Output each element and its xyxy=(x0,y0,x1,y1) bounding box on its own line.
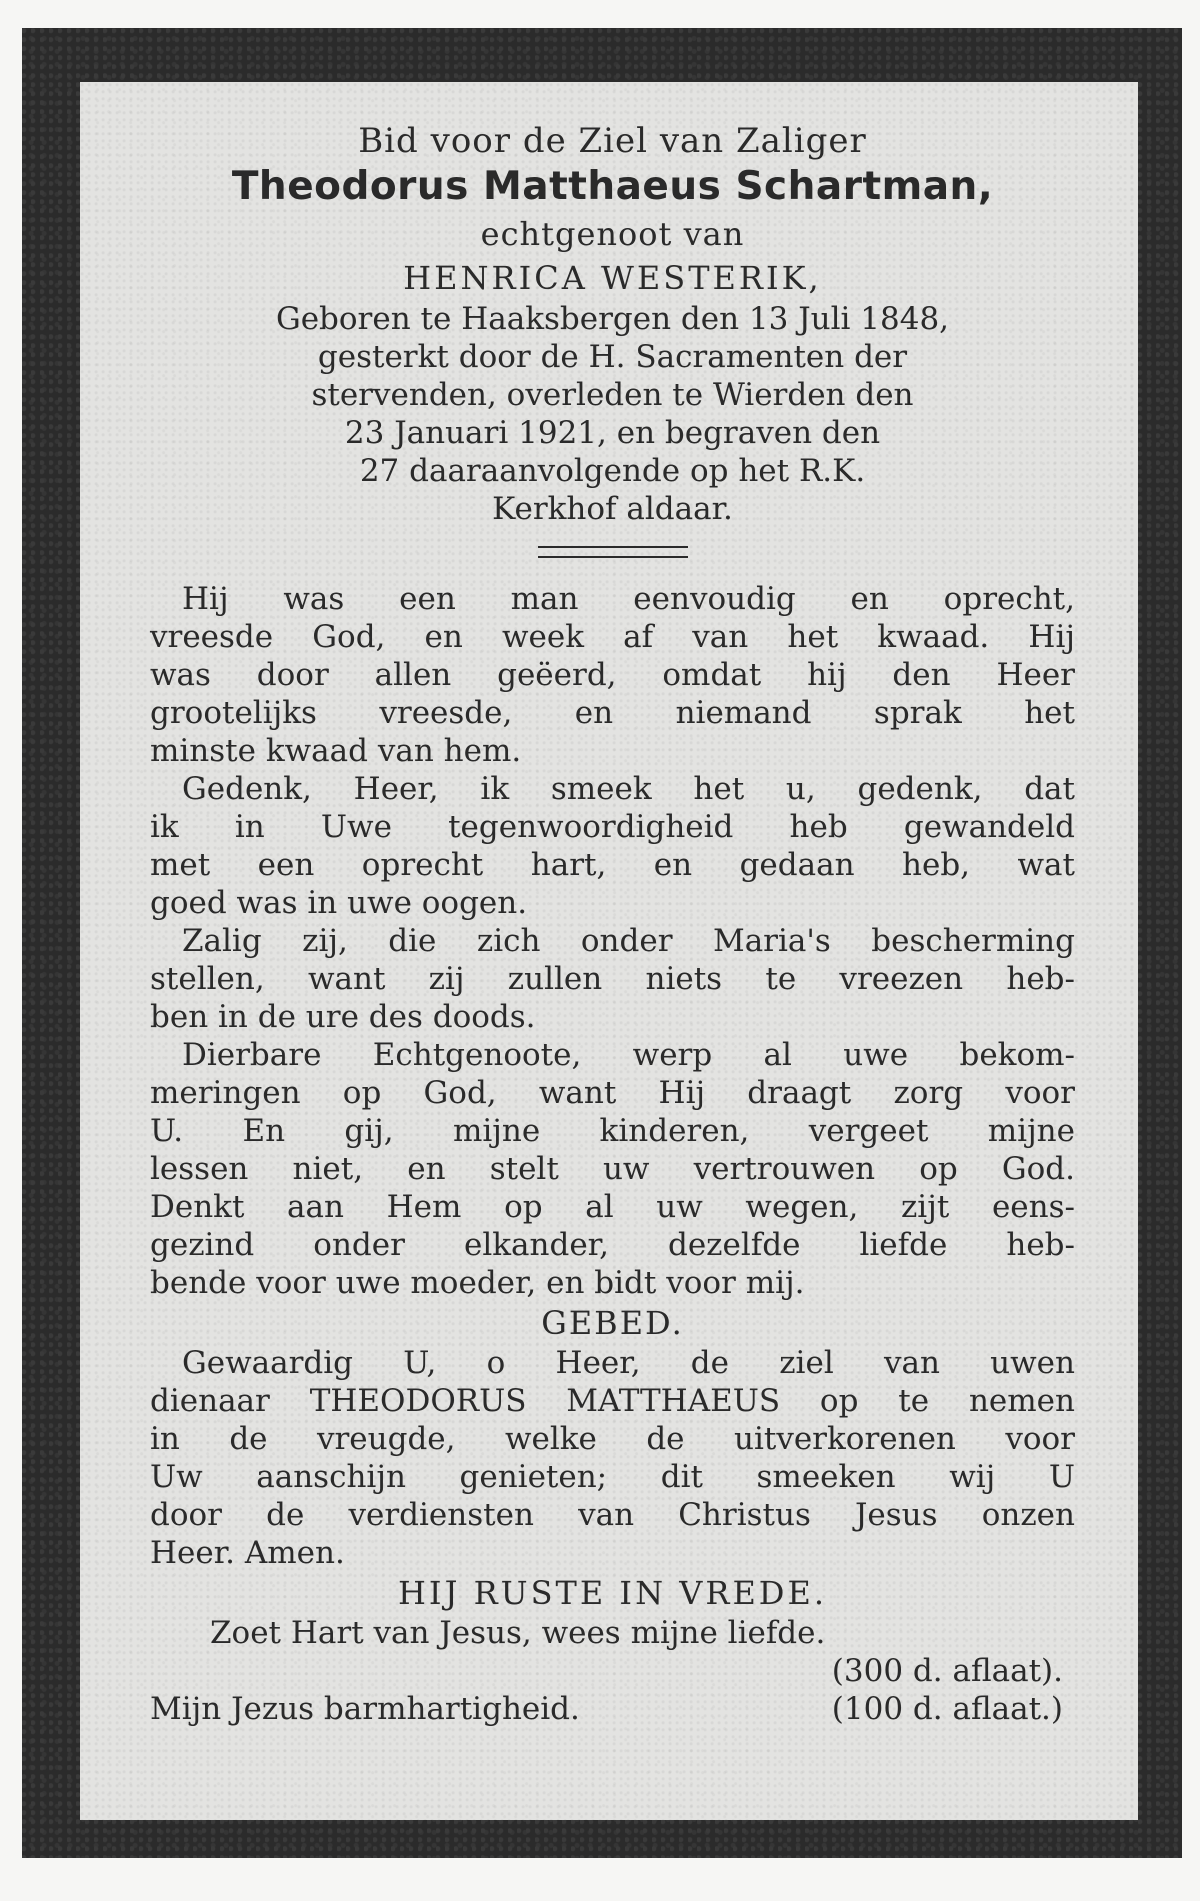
prayer-heading: GEBED. xyxy=(541,1304,684,1342)
paragraph-line: ik in Uwe tegenwoordigheid heb gewandeld xyxy=(150,809,1075,845)
card-text xyxy=(150,120,1075,1728)
prayer-request: Bid voor de Ziel van Zaliger xyxy=(358,121,867,161)
paragraph-line: Dierbare Echtgenoote, werp al uwe bekom- xyxy=(182,1037,1075,1073)
memorial-text xyxy=(150,580,1075,1728)
paragraph-line: goed was in uwe oogen. xyxy=(150,885,528,921)
paragraph-line: Gedenk, Heer, ik smeek het u, gedenk, dat xyxy=(182,771,1075,807)
paragraph-line: Zalig zij, die zich onder Maria's bescherming xyxy=(182,923,1075,959)
paragraph-line: Hij was een man eenvoudig en oprecht, xyxy=(182,581,1075,617)
bio-line: stervenden, overleden te Wierden den xyxy=(311,377,914,413)
double-rule-divider xyxy=(538,546,688,558)
prayer-line: door de verdiensten van Christus Jesus onzen xyxy=(150,1497,1075,1533)
prayer-line: Gewaardig U, o Heer, de ziel van uwen xyxy=(182,1345,1075,1381)
prayer-line: Uw aanschijn genieten; dit smeeken wij U xyxy=(150,1459,1075,1495)
paragraph-line: met een oprecht hart, en gedaan heb, wat xyxy=(150,847,1075,883)
bio-line: Geboren te Haaksbergen den 13 Juli 1848, xyxy=(275,301,950,337)
biography xyxy=(150,300,1075,528)
paragraph-line: vreesde God, en week af van het kwaad. Hij xyxy=(150,619,1075,655)
bio-line: 27 daaraanvolgende op het R.K. xyxy=(359,453,866,489)
spouse-name: HENRICA WESTERIK, xyxy=(403,259,822,297)
invocation-mercy: Mijn Jezus barmhartigheid. xyxy=(150,1691,580,1727)
spouse-intro: echtgenoot van xyxy=(480,215,745,253)
paragraph-line: meringen op God, want Hij draagt zorg voor xyxy=(150,1075,1075,1111)
paragraph-line: was door allen geëerd, omdat hij den Heer xyxy=(150,657,1075,693)
paragraph-line: minste kwaad van hem. xyxy=(150,733,522,769)
paragraph-line: bende voor uwe moeder, en bidt voor mij. xyxy=(150,1265,805,1301)
paragraph-line: gezind onder elkander, dezelfde liefde heb- xyxy=(150,1227,1075,1263)
paragraph-line: Denkt aan Hem op al uw wegen, zijt eens- xyxy=(150,1189,1075,1225)
prayer-line: in de vreugde, welke de uitverkorenen voor xyxy=(150,1421,1075,1457)
invocation-mercy-row xyxy=(150,1690,1075,1728)
bio-line: Kerkhof aldaar. xyxy=(492,491,733,527)
prayer-line: dienaar THEODORUS MATTHAEUS op te nemen xyxy=(150,1383,1075,1419)
deceased-name: Theodorus Matthaeus Schartman, xyxy=(231,164,994,209)
paragraph-line: stellen, want zij zullen niets te vreezen heb- xyxy=(150,961,1075,997)
bio-line: 23 Januari 1921, en begraven den xyxy=(344,415,881,451)
indulgence-note: (300 d. aflaat). xyxy=(831,1653,1063,1689)
prayer-line: Heer. Amen. xyxy=(150,1535,345,1571)
bio-line: gesterkt door de H. Sacramenten der xyxy=(317,339,908,375)
paragraph-line: ben in de ure des doods. xyxy=(150,999,536,1035)
paragraph-line: lessen niet, en stelt uw vertrouwen op God. xyxy=(150,1151,1075,1187)
invocation-sacred-heart: Zoet Hart van Jesus, wees mijne liefde. xyxy=(210,1615,826,1651)
indulgence-note: (100 d. aflaat.) xyxy=(831,1691,1063,1727)
paragraph-line: grootelijks vreesde, en niemand sprak het xyxy=(150,695,1075,731)
paragraph-line: U. En gij, mijne kinderen, vergeet mijne xyxy=(150,1113,1075,1149)
rest-in-peace: HIJ RUSTE IN VREDE. xyxy=(398,1574,827,1612)
